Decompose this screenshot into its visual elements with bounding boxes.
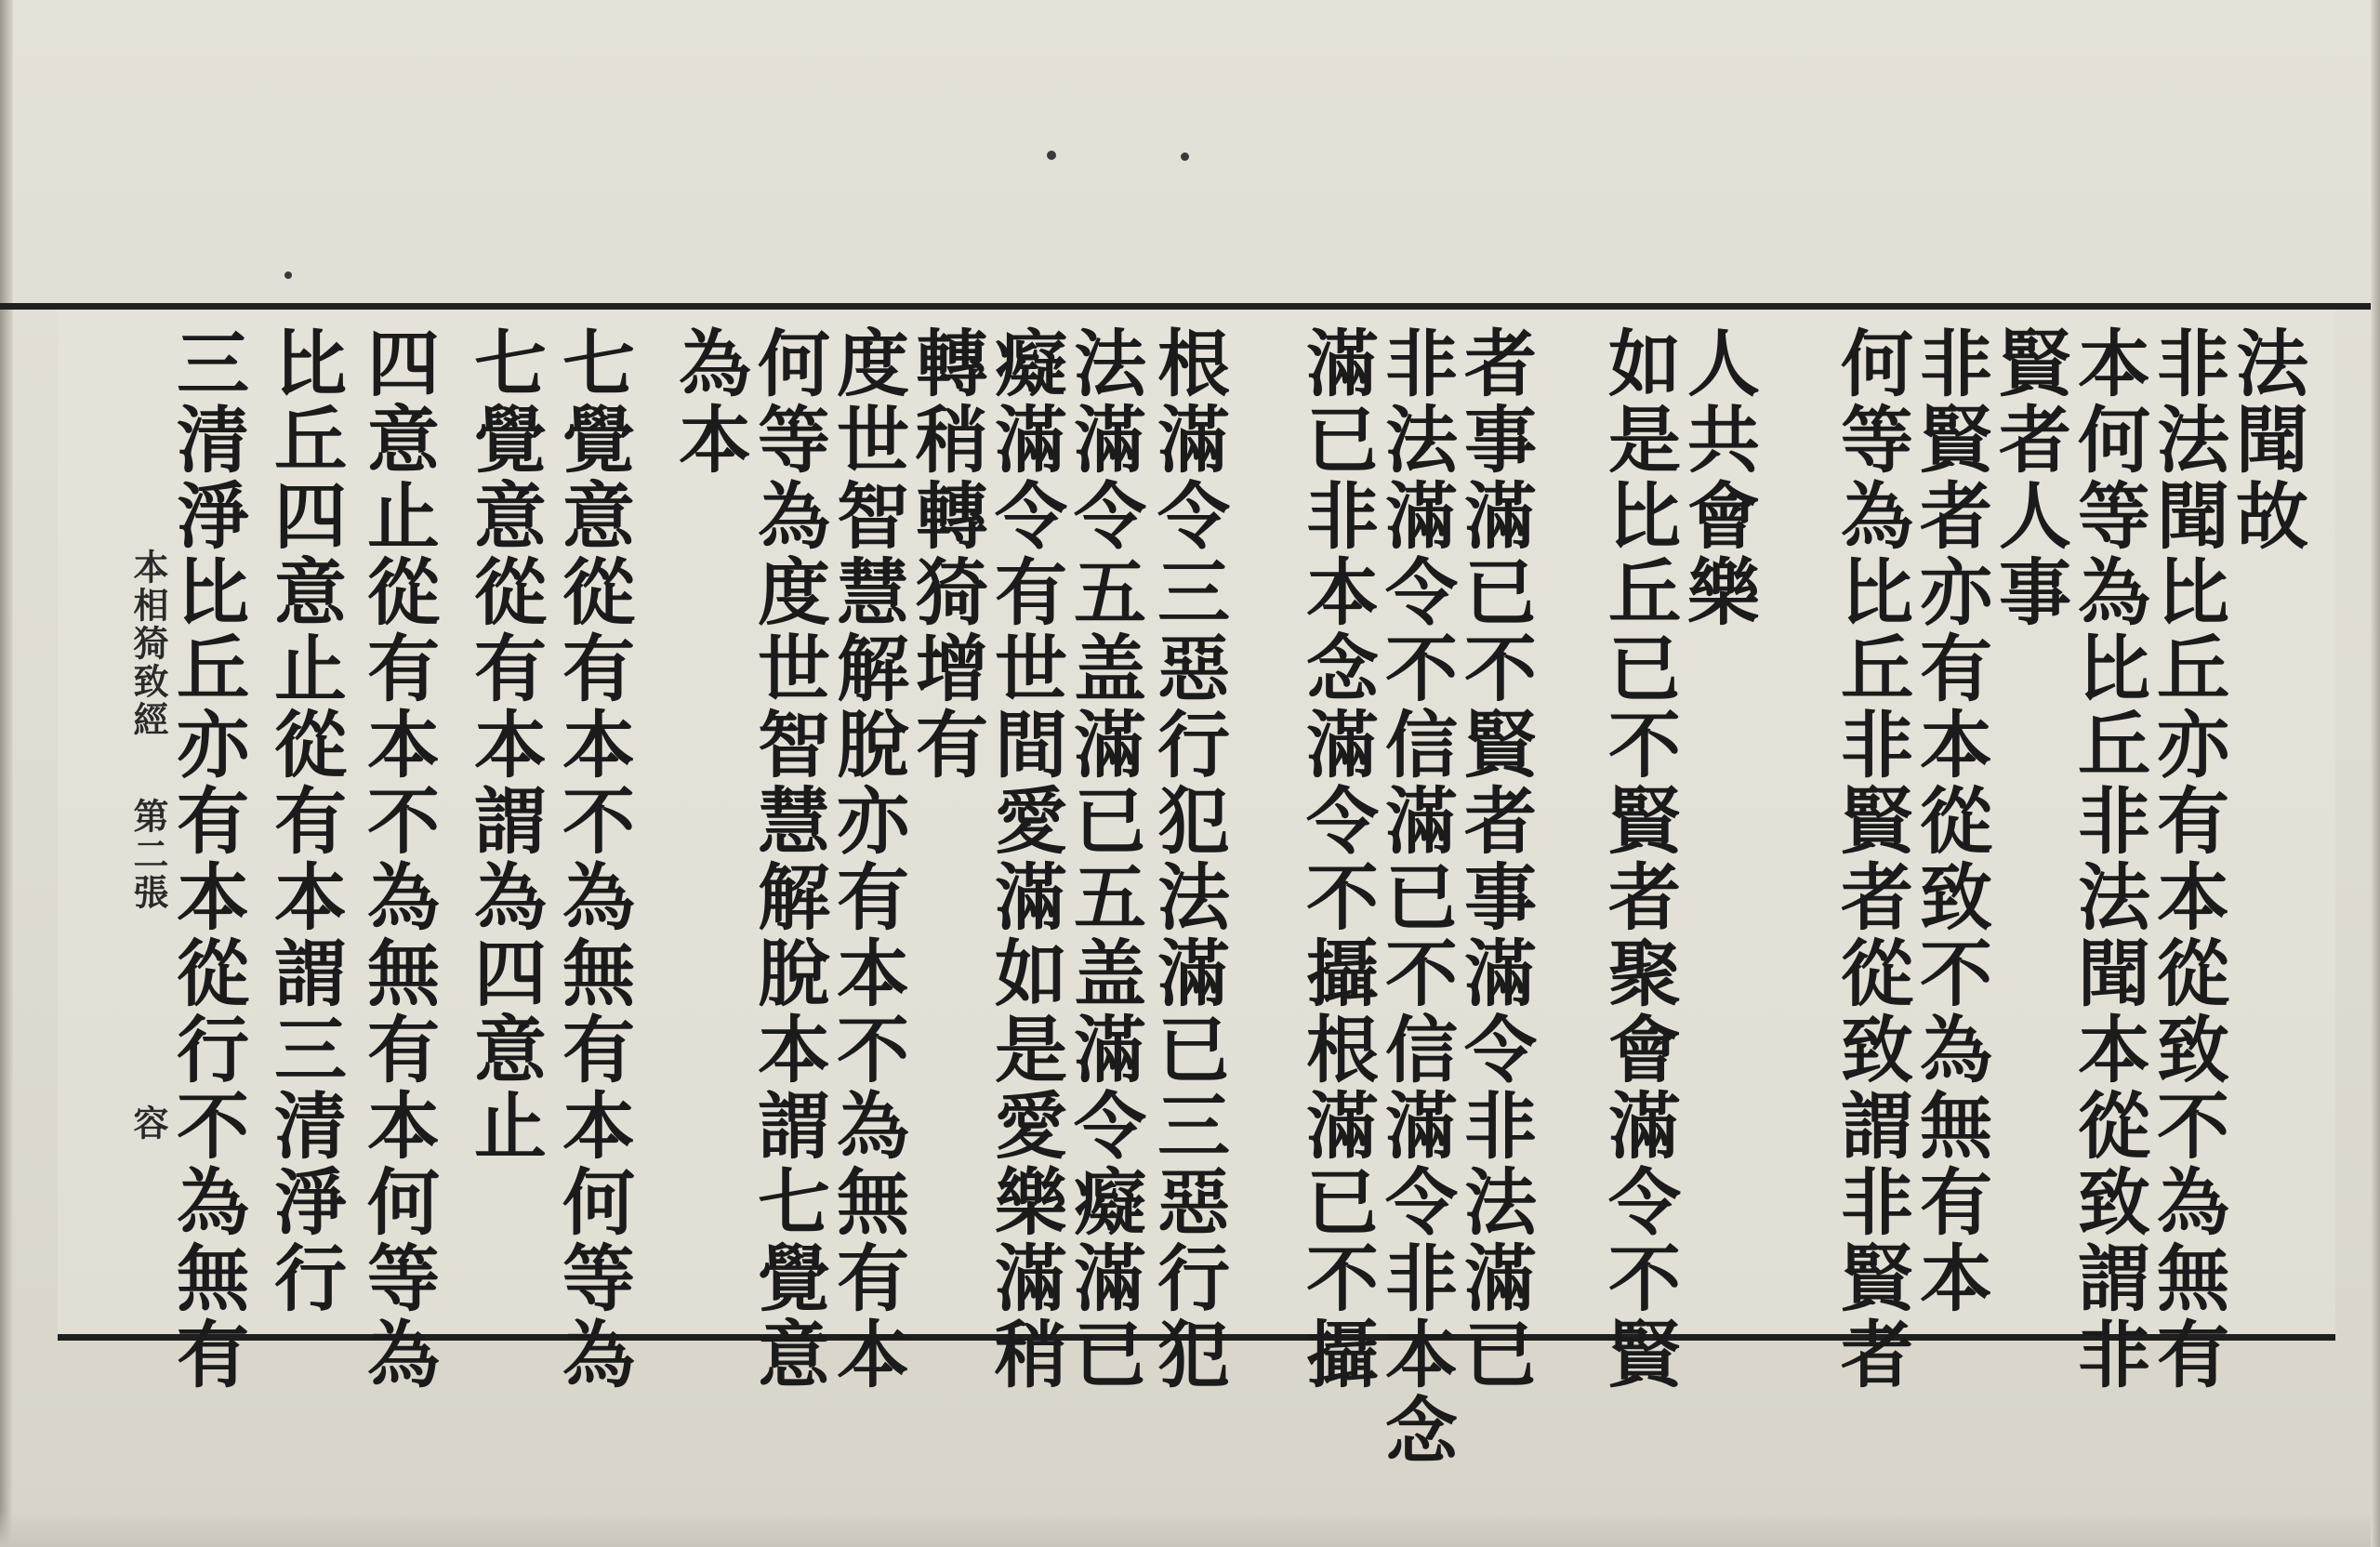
engraver-mark: 容 — [127, 1104, 169, 1143]
text-column-10: 非法滿令不信滿已不信滿令非本念 — [1373, 325, 1458, 1469]
text-column-5: 非賢者亦有本從致不為無有本 — [1908, 325, 1992, 1316]
ink-speck — [284, 271, 292, 279]
text-column-19: 七覺意從有本不為無有本何等為 — [550, 325, 635, 1393]
text-column-2: 非法聞比丘亦有本從致不為無有 — [2145, 325, 2229, 1393]
paper-shadow — [0, 1510, 2380, 1547]
text-column-14: 癡滿令有世間愛滿如是愛樂滿稍 — [983, 325, 1067, 1393]
text-column-7: 人共會樂 — [1675, 325, 1760, 630]
text-column-22: 比丘四意止從有本謂三清淨行 — [262, 325, 347, 1316]
text-column-6: 何等為比丘非賢者從致謂非賢者 — [1829, 325, 1913, 1393]
frame-rule-right-extension — [2335, 303, 2380, 310]
text-column-3: 本何等為比丘非法聞本從致謂非 — [2066, 325, 2150, 1393]
text-column-12: 根滿令三惡行犯法滿已三惡行犯 — [1145, 325, 1230, 1393]
text-column-11: 滿已非本念滿令不攝根滿已不攝 — [1294, 325, 1379, 1393]
sutra-title-note: 本相猗致經 — [127, 549, 169, 739]
ink-speck — [1047, 151, 1056, 160]
text-column-8: 如是比丘已不賢者聚會滿令不賢 — [1596, 325, 1681, 1393]
text-column-4: 賢者人事 — [1987, 325, 2071, 630]
text-column-17: 何等為度世智慧解脫本謂七覺意 — [746, 325, 830, 1393]
text-column-21: 四意止從有本不為無有本何等為 — [355, 325, 440, 1393]
text-column-20: 七覺意從有本謂為四意止 — [462, 325, 547, 1164]
text-column-15: 轉稍轉猗增有 — [904, 325, 988, 783]
text-column-1: 法聞故 — [2224, 325, 2308, 554]
ink-speck — [1181, 152, 1189, 161]
frame-rule-left-extension — [0, 303, 58, 310]
text-column-18: 為本 — [667, 325, 751, 478]
text-column-16: 度世智慧解脫亦有本不為無有本 — [825, 325, 909, 1393]
text-column-23: 三清淨比丘亦有本從行不為無有 — [165, 325, 249, 1393]
text-column-9: 者事滿已不賢者事滿令非法滿已 — [1452, 325, 1537, 1393]
text-column-13: 法滿令五盖滿已五盖滿令癡滿已 — [1062, 325, 1146, 1393]
page-number-note: 第二張 — [127, 798, 169, 912]
